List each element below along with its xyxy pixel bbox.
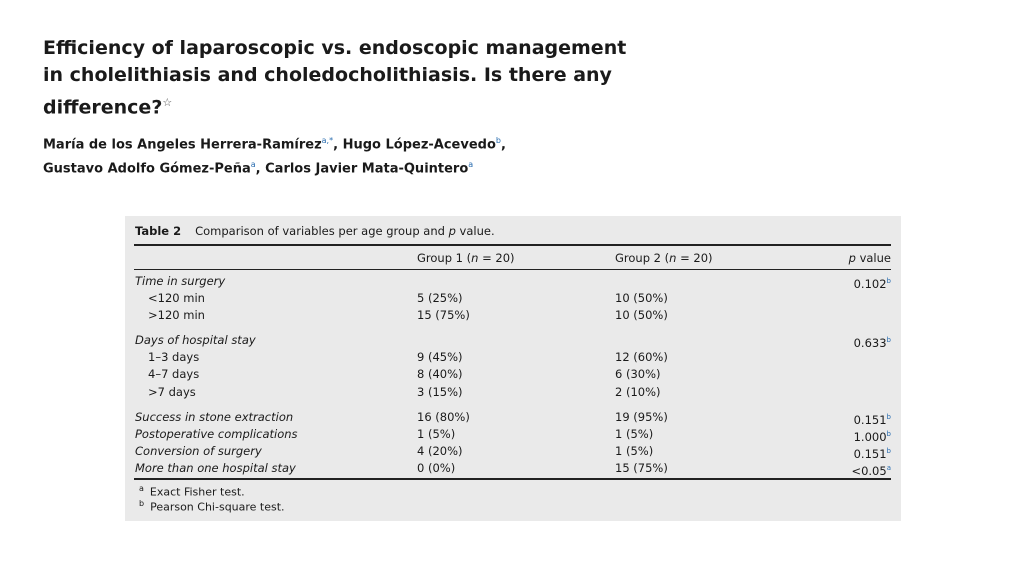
cell-group-1: 8 (40%) [417,367,463,381]
table-bottom-rule [134,478,891,480]
cell-group-2: 10 (50%) [615,291,668,305]
title-line-1: Efficiency of laparoscopic vs. endoscopic management [43,37,627,59]
header-p-value: p value [848,251,891,265]
header-group-1: Group 1 (n = 20) [417,251,515,265]
header-group-2: Group 2 (n = 20) [615,251,713,265]
author-line-1 [43,131,663,155]
caption-p: p [448,224,456,238]
author-name: Carlos Javier Mata-Quintero [265,161,469,177]
row-label: Success in stone extraction [135,410,294,424]
p-value-note-mark: a [886,464,891,472]
row-label: Days of hospital stay [135,333,256,347]
p-value-note-mark: b [886,413,891,421]
table-caption [135,224,495,238]
author-separator: , [500,137,506,153]
cell-group-1: 4 (20%) [417,444,463,458]
table-header-rule [134,269,891,270]
title-line-2: in cholelithiasis and choledocholithiasis. Is there any [43,64,612,86]
row-label: 4–7 days [148,367,200,381]
cell-group-1: 3 (15%) [417,385,463,399]
cell-group-1: 0 (0%) [417,461,456,475]
cell-p-value: 0.102$^b$ [853,276,891,291]
p-value-note-mark: b [886,336,891,344]
cell-group-2: 10 (50%) [615,308,668,322]
cell-p-value: 1.000$^b$ [853,429,891,444]
author-list [43,131,663,180]
row-label: Postoperative complications [135,427,298,441]
cell-group-1: 16 (80%) [417,410,470,424]
cell-group-1: 5 (25%) [417,291,463,305]
footnote-b: $^b$ Pearson Chi-square test. [139,499,285,514]
results-table [125,216,901,521]
title-line-3-text: difference? [43,96,163,119]
cell-p-value: <0.05$^a$ [851,463,891,478]
caption-text-end: value. [455,224,495,238]
row-label: 1–3 days [148,350,200,364]
cell-group-2: 1 (5%) [615,444,654,458]
author-name: María de los Angeles Herrera-Ramírez [43,137,322,153]
row-label: Conversion of surgery [135,444,262,458]
caption-text: Comparison of variables per age group and [195,224,449,238]
cell-group-2: 15 (75%) [615,461,668,475]
cell-group-1: 9 (45%) [417,350,463,364]
cell-p-value: 0.151$^b$ [853,412,891,427]
author-separator: , [255,161,266,177]
title-star-icon: ☆ [162,96,173,109]
title-line-3 [43,89,643,121]
table-number: Table 2 [135,224,182,238]
row-label: More than one hospital stay [135,461,296,475]
row-label: Time in surgery [135,274,226,288]
cell-group-2: 19 (95%) [615,410,668,424]
author-affiliation: b [495,136,501,145]
author-name: Hugo López-Acevedo [342,137,496,153]
cell-group-1: 15 (75%) [417,308,470,322]
paper-title [43,35,643,121]
author-affiliation: a,* [321,136,334,145]
cell-p-value: 0.151$^b$ [853,446,891,461]
cell-group-2: 1 (5%) [615,427,654,441]
p-value-note-mark: b [886,447,891,455]
cell-group-1: 1 (5%) [417,427,456,441]
author-line-2 [43,155,663,179]
cell-group-2: 6 (30%) [615,367,661,381]
cell-group-2: 2 (10%) [615,385,661,399]
p-value-note-mark: b [886,277,891,285]
author-affiliation: a [250,160,256,170]
author-affiliation: a [468,160,474,170]
p-value-note-mark: b [886,430,891,438]
author-name: Gustavo Adolfo Gómez-Peña [43,161,251,177]
cell-group-2: 12 (60%) [615,350,668,364]
footnote-a: $^a$ Exact Fisher test. [139,484,245,499]
author-separator: , [333,137,343,153]
row-label: >120 min [148,308,205,322]
row-label: <120 min [148,291,205,305]
cell-p-value: 0.633$^b$ [853,335,891,350]
row-label: >7 days [148,385,196,399]
table-top-rule [134,244,891,246]
